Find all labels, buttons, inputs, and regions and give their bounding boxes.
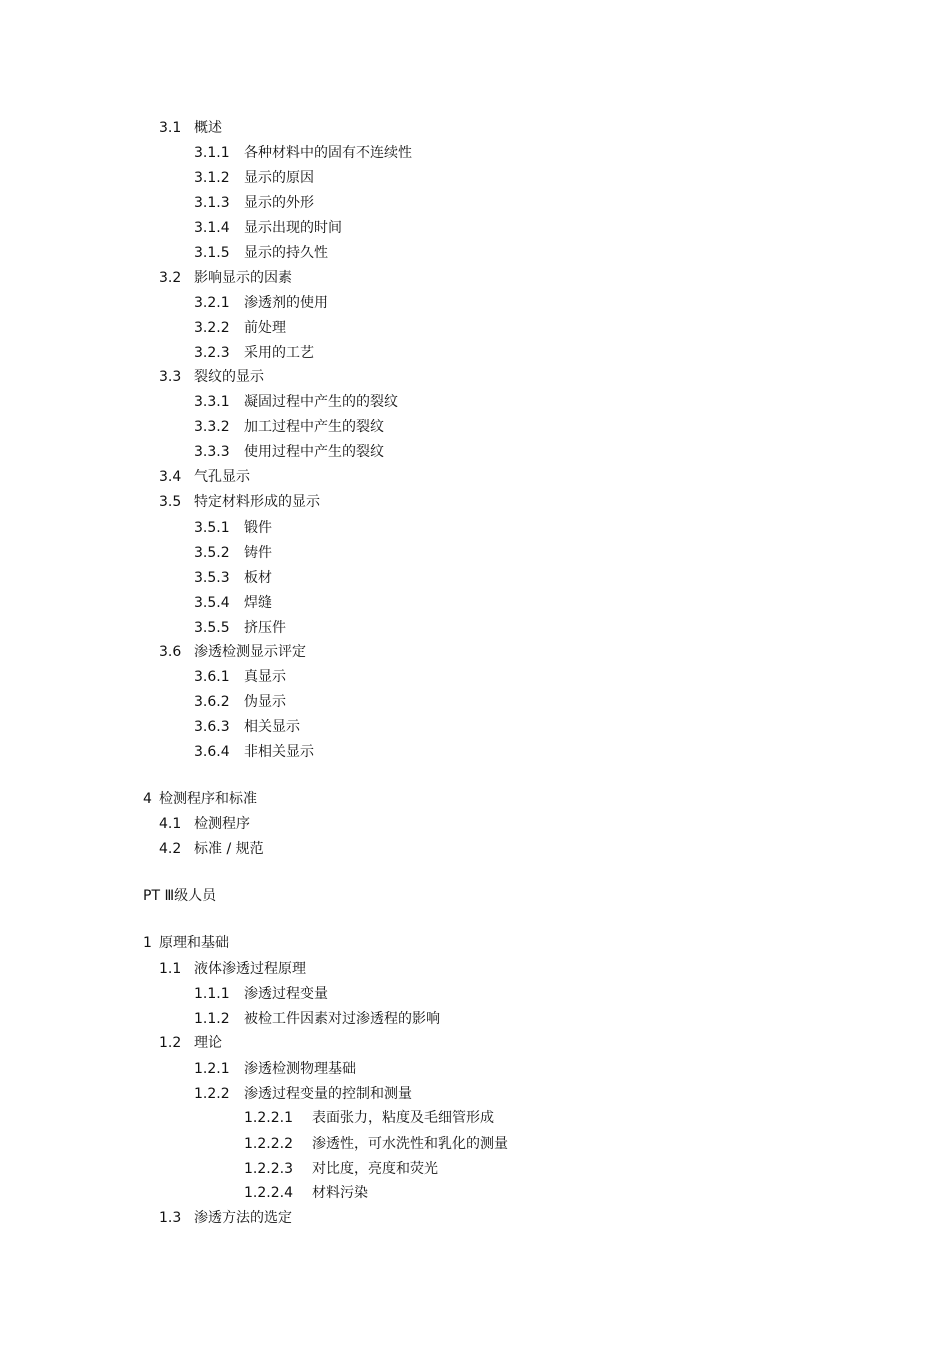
toc-entry-title: 相关显示 bbox=[244, 719, 300, 735]
toc-entry-title: 真显示 bbox=[244, 669, 286, 685]
toc-entry-number: 3.3.3 bbox=[194, 444, 230, 460]
toc-entry-number: 3.6 bbox=[159, 644, 182, 660]
toc-entry-number: 3.2.2 bbox=[194, 320, 230, 336]
toc-entry-title: 渗透过程变量 bbox=[244, 986, 328, 1002]
toc-entry-title: 加工过程中产生的裂纹 bbox=[244, 419, 384, 435]
toc-entry-number: 4.1 bbox=[159, 816, 182, 832]
toc-entry-title: 理论 bbox=[194, 1035, 222, 1051]
toc-entry-number: 3.5.1 bbox=[194, 520, 230, 536]
toc-entry-title: 渗透过程变量的控制和测量 bbox=[244, 1086, 412, 1102]
toc-entry-title: 表面张力，粘度及毛细管形成 bbox=[312, 1110, 494, 1126]
toc-entry-number: 1.2.1 bbox=[194, 1061, 230, 1077]
toc-entry-number: 3.6.3 bbox=[194, 719, 230, 735]
toc-entry-title: 原理和基础 bbox=[159, 935, 229, 951]
toc-entry-title: 影响显示的因素 bbox=[194, 270, 292, 286]
toc-entry-number: 3.5 bbox=[159, 494, 182, 510]
toc-entry-title: 对比度，亮度和荧光 bbox=[312, 1161, 438, 1177]
toc-entry-title: 非相关显示 bbox=[244, 744, 314, 760]
toc-entry-number: 1.2.2.4 bbox=[244, 1185, 293, 1201]
toc-entry-number: 3.6.1 bbox=[194, 669, 230, 685]
toc-entry-title: 凝固过程中产生的的裂纹 bbox=[244, 394, 398, 410]
toc-entry-number: 1.2 bbox=[159, 1035, 182, 1051]
toc-entry-title: 概述 bbox=[194, 120, 222, 136]
toc-entry-number: 1.2.2.2 bbox=[244, 1136, 293, 1152]
toc-entry-number: 3.4 bbox=[159, 469, 182, 485]
toc-entry-title: 挤压件 bbox=[244, 620, 286, 636]
toc-entry-number: 3.5.5 bbox=[194, 620, 230, 636]
toc-entry-title: 标准 / 规范 bbox=[194, 841, 264, 857]
toc-entry-number: 1.2.2.3 bbox=[244, 1161, 293, 1177]
toc-entry-title: 板材 bbox=[244, 570, 272, 586]
toc-entry-title: 伪显示 bbox=[244, 694, 286, 710]
toc-entry-title: 显示的外形 bbox=[244, 195, 314, 211]
toc-entry-number: 3.6.2 bbox=[194, 694, 230, 710]
toc-entry-number: 3.1.2 bbox=[194, 170, 230, 186]
toc-entry-number: 4 bbox=[143, 791, 152, 807]
toc-entry-title: 显示的持久性 bbox=[244, 245, 328, 261]
toc-entry-number: 1.3 bbox=[159, 1210, 182, 1226]
toc-entry-title: 渗透检测显示评定 bbox=[194, 644, 306, 660]
toc-entry-number: 1.1.1 bbox=[194, 986, 230, 1002]
toc-entry-number: 3.5.3 bbox=[194, 570, 230, 586]
section-heading: PT Ⅲ级人员 bbox=[143, 888, 217, 904]
toc-entry-title: 渗透检测物理基础 bbox=[244, 1061, 356, 1077]
toc-entry-title: 使用过程中产生的裂纹 bbox=[244, 444, 384, 460]
toc-entry-number: 4.2 bbox=[159, 841, 182, 857]
toc-entry-number: 1.2.2 bbox=[194, 1086, 230, 1102]
toc-entry-number: 3.2.1 bbox=[194, 295, 230, 311]
toc-entry-number: 1.1 bbox=[159, 961, 182, 977]
toc-entry-number: 3.3.1 bbox=[194, 394, 230, 410]
toc-entry-title: 各种材料中的固有不连续性 bbox=[244, 145, 412, 161]
toc-entry-number: 3.1.5 bbox=[194, 245, 230, 261]
toc-entry-title: 液体渗透过程原理 bbox=[194, 961, 306, 977]
toc-entry-number: 1 bbox=[143, 935, 152, 951]
toc-entry-title: 材料污染 bbox=[312, 1185, 368, 1201]
toc-entry-title: 锻件 bbox=[244, 520, 272, 536]
toc-entry-title: 检测程序 bbox=[194, 816, 250, 832]
toc-entry-title: 前处理 bbox=[244, 320, 286, 336]
toc-entry-title: 焊缝 bbox=[244, 595, 272, 611]
toc-entry-number: 3.5.4 bbox=[194, 595, 230, 611]
toc-entry-number: 3.1 bbox=[159, 120, 182, 136]
toc-entry-title: 渗透方法的选定 bbox=[194, 1210, 292, 1226]
toc-entry-title: 渗透剂的使用 bbox=[244, 295, 328, 311]
toc-entry-title: 被检工件因素对过渗透程的影响 bbox=[244, 1011, 440, 1027]
toc-entry-title: 铸件 bbox=[244, 545, 272, 561]
toc-entry-title: 检测程序和标准 bbox=[159, 791, 257, 807]
toc-entry-title: 裂纹的显示 bbox=[194, 369, 264, 385]
toc-entry-title: 显示出现的时间 bbox=[244, 220, 342, 236]
toc-entry-number: 3.1.1 bbox=[194, 145, 230, 161]
toc-entry-number: 3.1.4 bbox=[194, 220, 230, 236]
toc-entry-number: 3.2.3 bbox=[194, 345, 230, 361]
toc-entry-number: 3.3.2 bbox=[194, 419, 230, 435]
toc-entry-title: 气孔显示 bbox=[194, 469, 250, 485]
toc-entry-title: 特定材料形成的显示 bbox=[194, 494, 320, 510]
toc-entry-number: 1.1.2 bbox=[194, 1011, 230, 1027]
toc-entry-number: 3.5.2 bbox=[194, 545, 230, 561]
toc-entry-number: 3.6.4 bbox=[194, 744, 230, 760]
toc-entry-title: 渗透性，可水洗性和乳化的测量 bbox=[312, 1136, 508, 1152]
toc-entry-number: 3.1.3 bbox=[194, 195, 230, 211]
toc-entry-number: 3.3 bbox=[159, 369, 182, 385]
toc-entry-number: 3.2 bbox=[159, 270, 182, 286]
toc-entry-title: 采用的工艺 bbox=[244, 345, 314, 361]
toc-entry-title: 显示的原因 bbox=[244, 170, 314, 186]
toc-entry-number: 1.2.2.1 bbox=[244, 1110, 293, 1126]
